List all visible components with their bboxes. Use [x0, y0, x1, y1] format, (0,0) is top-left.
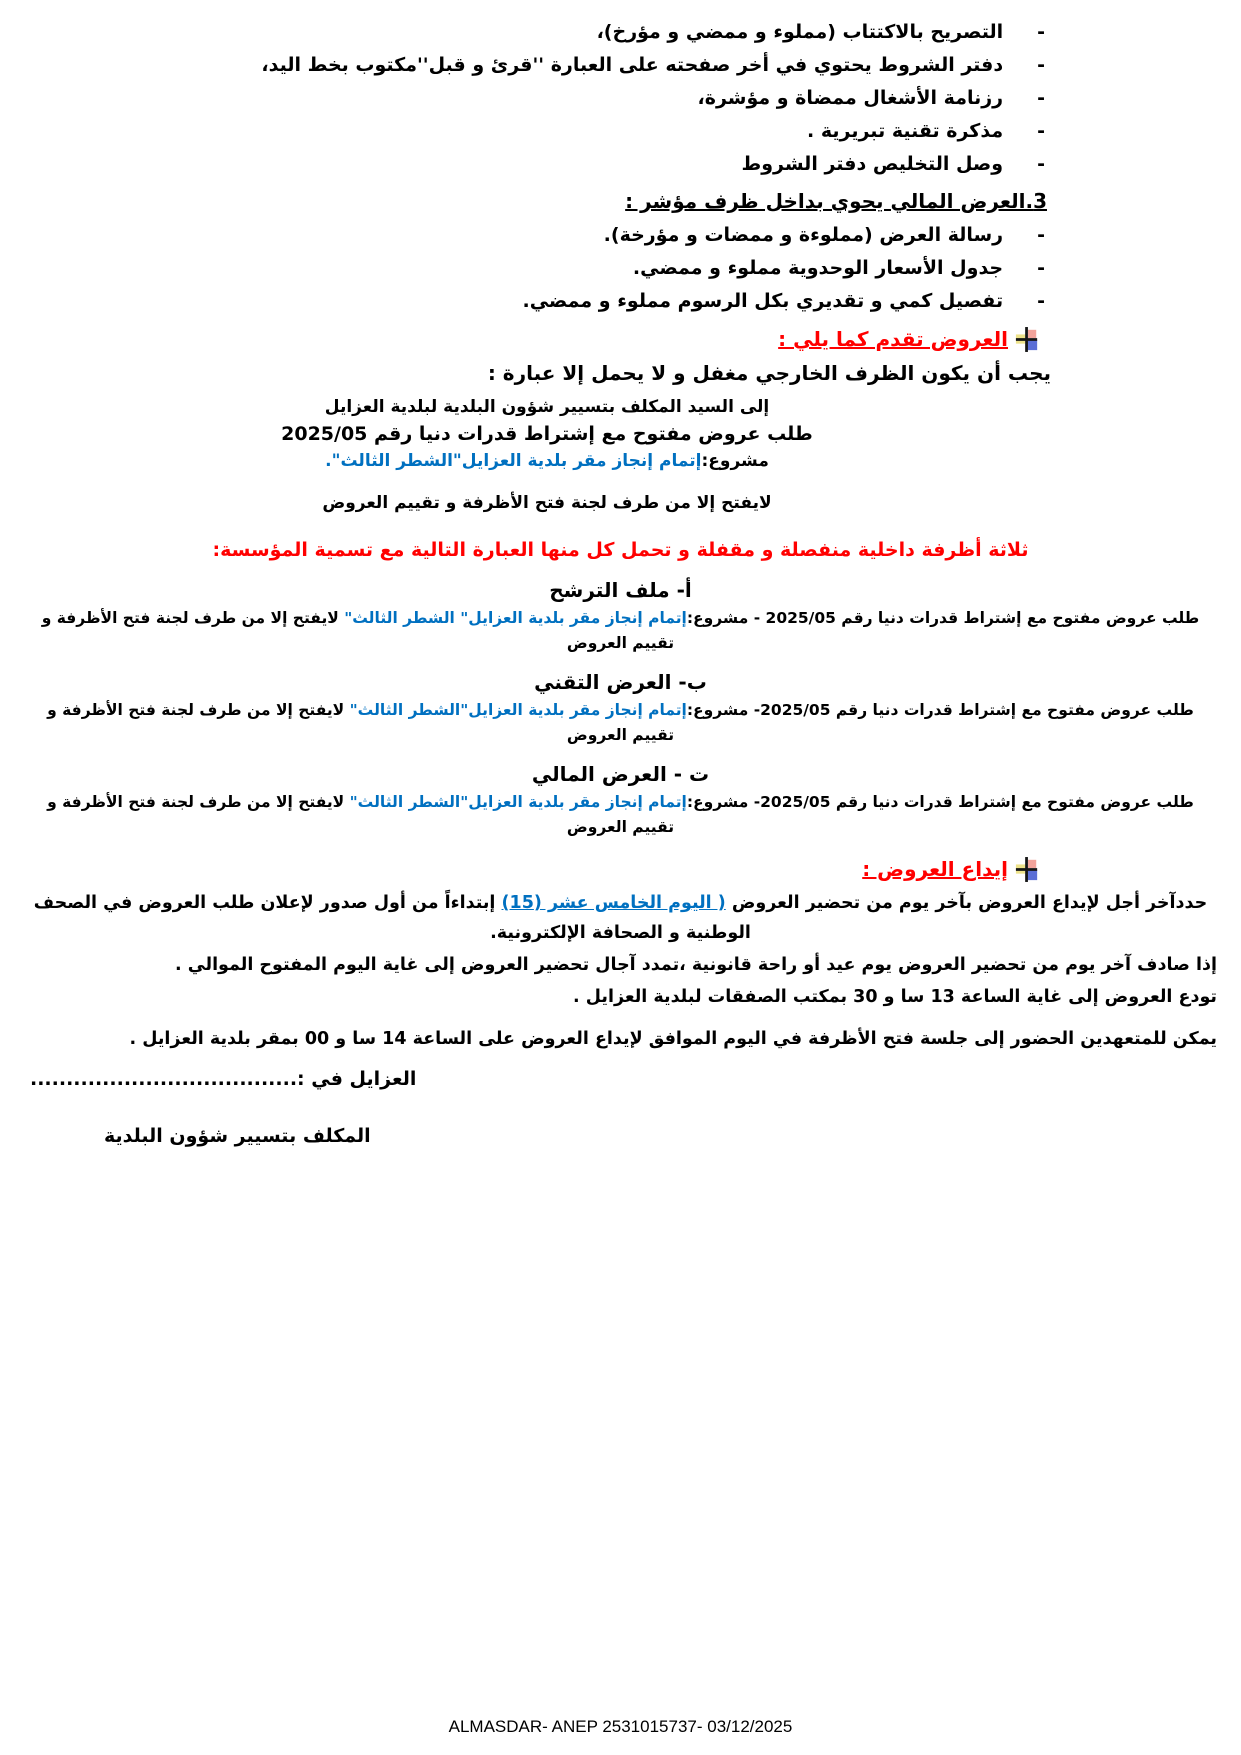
- deposit-heading-row: [24, 854, 1217, 884]
- deadline-suffix: إبتداءاً من أول صدور لإعلان طلب العروض في الصحف الوطنية و الصحافة الإلكترونية.: [33, 893, 751, 943]
- list-item: [24, 16, 1045, 49]
- envelope-address-block: [67, 394, 1027, 516]
- dash-bullet: -: [1037, 120, 1045, 142]
- anep-footer: ALMASDAR- ANEP 2531015737- 03/12/2025: [448, 1717, 793, 1736]
- project-name: إتمام إنجاز مقر بلدية العزايل"الشطر الثالث".: [325, 451, 702, 471]
- deadline-prefix: حددآخر أجل لإيداع العروض بآخر يوم من تحضير العروض: [725, 893, 1208, 913]
- dash-bullet: -: [1037, 54, 1045, 76]
- list-item-text: التصريح بالاكتتاب (مملوء و ممضي و مؤرخ)،: [596, 21, 1004, 43]
- project-line: [67, 448, 1027, 474]
- signature-title: المكلف بتسيير شؤون البلدية: [104, 1125, 371, 1147]
- list-item: [24, 219, 1045, 252]
- dash-bullet: -: [1037, 257, 1045, 279]
- holiday-rule: إذا صادف آخر يوم من تحضير العروض يوم عيد أو راحة قانونية ،تمدد آجال تحضير العروض إلى غاية اليوم المفتوح الموالي .: [175, 955, 1217, 975]
- list-item: [24, 252, 1045, 285]
- financial-offer-checklist: [24, 219, 1217, 318]
- sparkle-bullet-icon: [1015, 856, 1039, 883]
- conditions-checklist: [24, 16, 1217, 181]
- open-only-by-committee: لايفتح إلا من طرف لجنة فتح الأظرفة و تقييم العروض: [322, 493, 772, 513]
- address-recipient: إلى السيد المكلف بتسيير شؤون البلدية لبلدية العزايل: [324, 397, 770, 417]
- list-item-text: رزنامة الأشغال ممضاة و مؤشرة،: [697, 87, 1004, 109]
- section-a-envelope-text: [24, 606, 1217, 656]
- dash-bullet: -: [1037, 87, 1045, 109]
- submission-heading: العروض تقدم كما يلي :: [778, 327, 1008, 351]
- section-a-title: أ- ملف الترشح: [549, 578, 692, 602]
- list-item: [24, 148, 1045, 181]
- dash-bullet: -: [1037, 290, 1045, 312]
- outer-envelope-rule: يجب أن يكون الظرف الخارجي مغفل و لا يحمل إلا عبارة :: [487, 361, 1051, 385]
- section-a-prefix: طلب عروض مفتوح مع إشتراط قدرات دنيا رقم 2025/05 - مشروع:: [686, 609, 1200, 627]
- list-item: [24, 285, 1045, 318]
- section-t-suffix: لايفتح إلا من طرف لجنة فتح الأظرفة و تقييم العروض: [47, 793, 675, 836]
- list-item-text: وصل التخليص دفتر الشروط: [741, 153, 1004, 175]
- section-t-project: إتمام إنجاز مقر بلدية العزايل"الشطر الثالث": [349, 793, 687, 811]
- deadline-paragraph: [24, 888, 1217, 948]
- list-item-text: دفتر الشروط يحتوي في أخر صفحته على العبارة ''قرئ و قبل''مكتوب بخط اليد،: [261, 54, 1004, 76]
- section-t-title: ت - العرض المالي: [531, 762, 710, 786]
- section-b-envelope-text: [24, 698, 1217, 748]
- list-item: [24, 82, 1045, 115]
- deadline-fifteenth-day: ( اليوم الخامس عشر (15): [501, 893, 726, 913]
- section-a-project: إتمام إنجاز مقر بلدية العزايل" الشطر الثالث": [344, 609, 687, 627]
- sparkle-bullet-icon: [1015, 326, 1039, 353]
- opening-session-note: يمكن للمتعهدين الحضور إلى جلسة فتح الأظرفة في اليوم الموافق لإيداع العروض على الساعة 14 سا و 00 بمقر بلدية العزايل .: [129, 1029, 1217, 1049]
- list-item-text: تفصيل كمي و تقديري بكل الرسوم مملوء و ممضي.: [522, 290, 1004, 312]
- signature-place-date-line: العزايل في :.....................................: [30, 1068, 417, 1090]
- dash-bullet: -: [1037, 21, 1045, 43]
- list-item-text: جدول الأسعار الوحدوية مملوء و ممضي.: [632, 257, 1004, 279]
- deposit-time: تودع العروض إلى غاية الساعة 13 سا و 30 بمكتب الصفقات لبلدية العزايل .: [573, 987, 1217, 1007]
- financial-offer-heading: 3.العرض المالي يحوي بداخل ظرف مؤشر :: [625, 189, 1047, 213]
- project-label: مشروع:: [701, 451, 769, 471]
- tender-reference: طلب عروض مفتوح مع إشتراط قدرات دنيا رقم 2025/05: [281, 423, 813, 445]
- list-item-text: رسالة العرض (مملوءة و ممضات و مؤرخة).: [603, 224, 1004, 246]
- section-t-prefix: طلب عروض مفتوح مع إشتراط قدرات دنيا رقم 2025/05- مشروع:: [686, 793, 1194, 811]
- submission-heading-row: [24, 324, 1217, 354]
- list-item: [24, 115, 1045, 148]
- section-b-suffix: لايفتح إلا من طرف لجنة فتح الأظرفة و تقييم العروض: [47, 701, 675, 744]
- dash-bullet: -: [1037, 224, 1045, 246]
- section-b-project: إتمام إنجاز مقر بلدية العزايل"الشطر الثالث": [349, 701, 687, 719]
- list-item: [24, 49, 1045, 82]
- section-b-prefix: طلب عروض مفتوح مع إشتراط قدرات دنيا رقم 2025/05- مشروع:: [686, 701, 1194, 719]
- section-t-envelope-text: [24, 790, 1217, 840]
- list-item-text: مذكرة تقنية تبريرية .: [807, 120, 1004, 142]
- section-a-suffix: لايفتح إلا من طرف لجنة فتح الأظرفة و تقييم العروض: [41, 609, 675, 652]
- deposit-heading: إيداع العروض :: [862, 857, 1008, 881]
- section-b-title: ب- العرض التقني: [534, 670, 707, 694]
- three-envelopes-note: ثلاثة أظرفة داخلية منفصلة و مقفلة و تحمل كل منها العبارة التالية مع تسمية المؤسسة:: [212, 539, 1029, 561]
- dash-bullet: -: [1037, 153, 1045, 175]
